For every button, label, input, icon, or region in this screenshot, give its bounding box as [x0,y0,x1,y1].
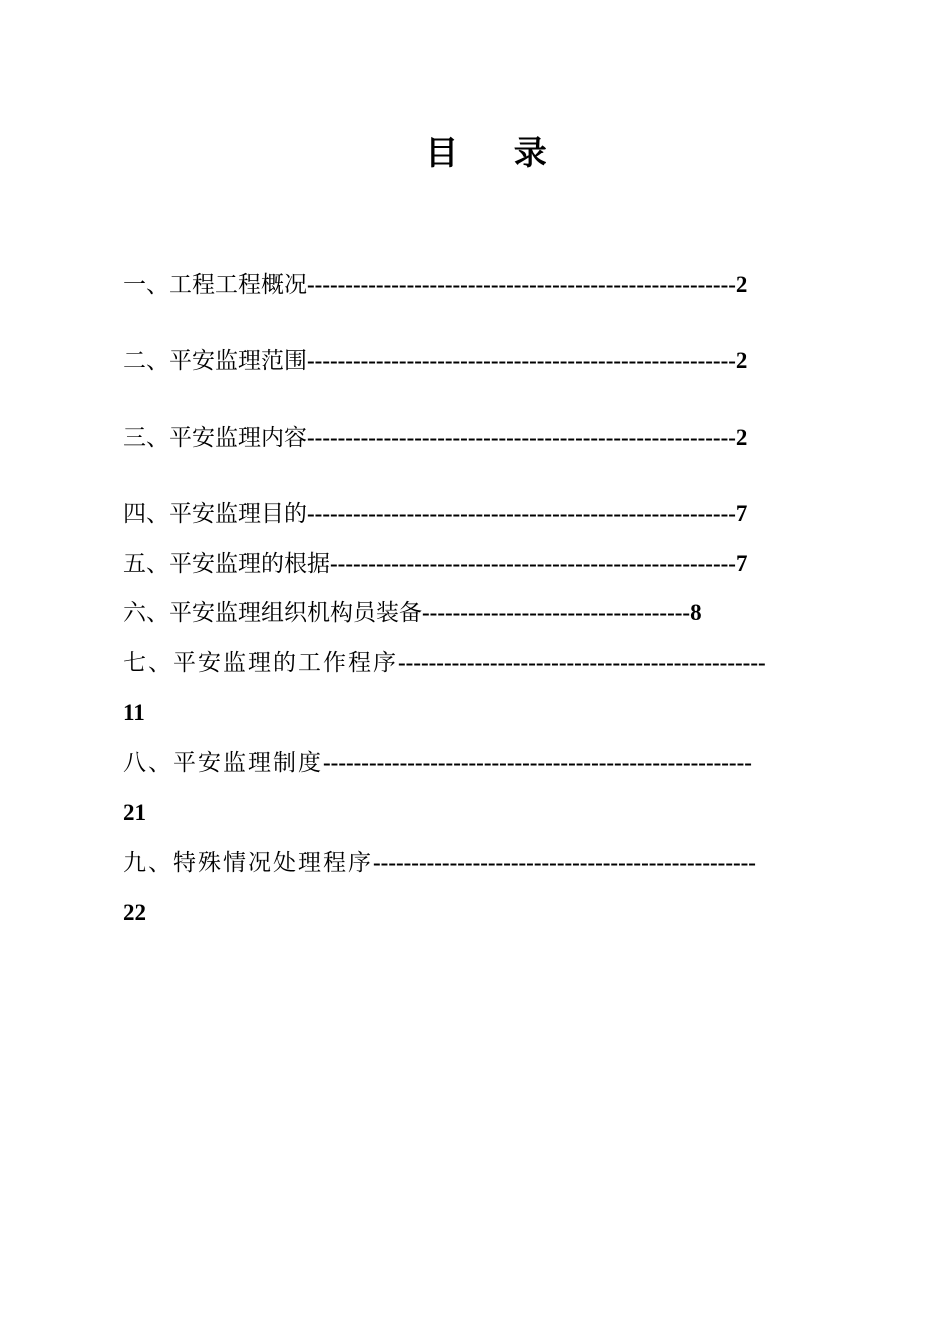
toc-entry-label: 八、平安监理制度 [123,750,323,776]
toc-leader-dots: -------------------------------------------------------- [323,750,752,775]
toc-page-number: 21 [123,800,146,825]
toc-page-number: 7 [735,501,748,526]
toc-entry[interactable] [123,596,702,630]
toc-entry[interactable] [123,746,752,780]
toc-leader-dots: -------------------------------------------------------- [307,348,736,373]
toc-page-number: 22 [123,900,146,925]
toc-entry-label: 三、平安监理内容 [123,425,307,451]
toc-entry-label: 七、平安监理的工作程序 [123,650,398,676]
toc-entry-label: 一、工程工程概况 [123,272,307,298]
toc-entry-label: 九、特殊情况处理程序 [123,850,373,876]
toc-leader-dots: ----------------------------------------------------- [330,551,736,576]
toc-page-number: 2 [735,425,748,450]
toc-entry-label: 六、平安监理组织机构员装备 [123,600,422,626]
toc-entry[interactable] [123,497,747,531]
toc-leader-dots: -------------------------------------------------- [373,850,756,875]
toc-leader-dots: -------------------------------------------------------- [307,272,736,297]
toc-entry-label: 四、平安监理目的 [123,501,307,527]
toc-entry[interactable] [123,268,747,302]
toc-page-number: 2 [735,348,748,373]
toc-leader-dots: -------------------------------------------------------- [307,425,736,450]
toc-entry[interactable] [123,344,747,378]
toc-entry[interactable] [123,646,766,680]
toc-page-number: 8 [690,600,702,625]
toc-entry-label: 五、平安监理的根据 [123,551,330,577]
toc-entry-label: 二、平安监理范围 [123,348,307,374]
toc-leader-dots: ----------------------------------- [422,600,691,625]
toc-leader-dots: ------------------------------------------------ [398,650,766,675]
toc-page-number: 7 [735,551,748,576]
toc-entry[interactable] [123,421,747,455]
toc-page-number: 11 [123,700,145,725]
toc-entry[interactable] [123,846,756,880]
toc-leader-dots: -------------------------------------------------------- [307,501,736,526]
toc-entry[interactable] [123,547,747,581]
toc-title: 目 录 [425,133,569,172]
toc-page-number: 2 [735,272,748,297]
